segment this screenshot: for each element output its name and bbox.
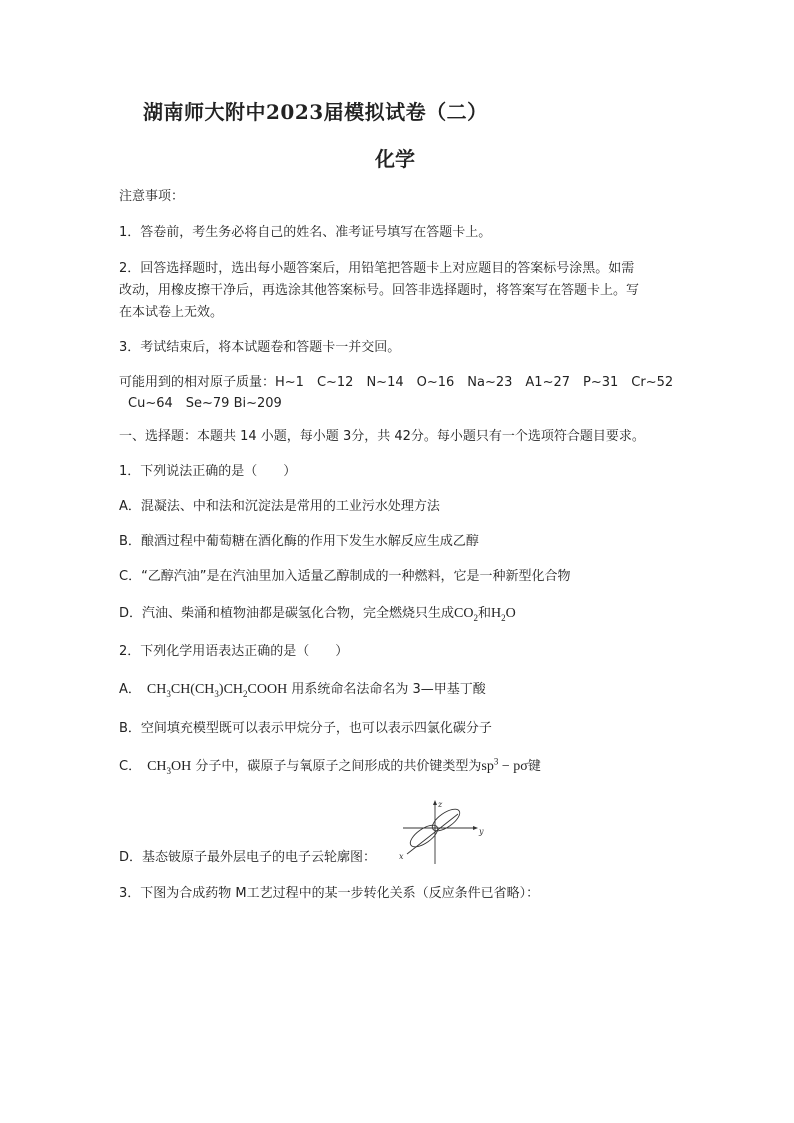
notice-item-2: 2．回答选择题时，选出每小题答案后，用铅笔把答题卡上对应题目的答案标号涂黑。如需: [119, 261, 635, 276]
q2-stem: 2．下列化学用语表达正确的是（ ）: [119, 644, 349, 659]
atomic-mass-line-1: 可能用到的相对原子质量：H~1 C~12 N~14 O~16 Na~23 A1~27 P~31 Cr~52: [119, 375, 674, 390]
x-axis-label: x: [399, 852, 404, 861]
notice-item-2-cont: 改动，用橡皮擦干净后，再选涂其他答案标号。回答非选择题时，将答案写在答题卡上。写: [119, 283, 640, 298]
notice-item-1: 1．答卷前，考生务必将自己的姓名、准考证号填写在答题卡上。: [119, 225, 492, 240]
q1-option-c: C．“乙醇汽油”是在汽油里加入适量乙醇制成的一种燃料，它是一种新型化合物: [119, 569, 571, 584]
atomic-mass-line-2: Cu~64 Se~79 Bi~209: [128, 396, 282, 411]
q2-c-text: 分子中，碳原子与氧原子之间形成的共价键类型为: [195, 759, 482, 774]
q1-option-a: A．混凝法、中和法和沉淀法是常用的工业污水处理方法: [119, 499, 440, 514]
q2-option-d: D．基态铍原子最外层电子的电子云轮廓图：: [119, 850, 377, 865]
methylbutanoic-formula: $CH_3CH(CH_3)CH_2COOH$: [146, 682, 288, 699]
orbital-lobe-upper: [429, 805, 463, 835]
p-orbital-diagram: [398, 798, 488, 866]
z-axis-label: z: [438, 800, 443, 809]
notice-item-3: 3．考试结束后，将本试题卷和答题卡一并交回。: [119, 340, 401, 355]
y-axis-label: y: [479, 827, 484, 836]
q2-option-b: B．空间填充模型既可以表示甲烷分子，也可以表示四氯化碳分子: [119, 721, 492, 736]
q2-c-end: 键: [527, 759, 541, 774]
q1-option-d: [119, 604, 516, 624]
q1-stem: 1．下列说法正确的是（ ）: [119, 464, 297, 479]
q2-option-c: [119, 757, 541, 777]
exam-title: 湖南师大附中2023届模拟试卷（二）: [143, 100, 488, 124]
q2-a-text: 用系统命名法命名为 3—甲基丁酸: [291, 682, 486, 697]
subject-title: 化学: [375, 147, 415, 171]
q2-a-label: A．: [119, 682, 141, 697]
co2-formula: $CO_2$: [454, 606, 478, 623]
section-heading: 一、选择题：本题共 14 小题，每小题 3分，共 42分。每小题只有一个选项符合题目要求。: [119, 429, 645, 444]
q1-option-b: B．酿酒过程中葡萄糖在酒化酶的作用下发生水解反应生成乙醇: [119, 534, 479, 549]
sp3-label: $sp^3 - p\sigma$: [481, 756, 528, 774]
methanol-formula: $CH_3OH$: [147, 759, 192, 776]
notice-heading: 注意事项：: [119, 189, 185, 204]
x-axis-line: [407, 814, 458, 854]
notice-item-2-end: 在本试卷上无效。: [119, 305, 224, 320]
q2-option-a: [119, 680, 486, 700]
q1-d-text: D．汽油、柴涌和植物油都是碳氢化合物，完全燃烧只生成: [119, 606, 455, 621]
q2-c-label: C．: [119, 759, 142, 774]
orbital-lobe-lower: [407, 821, 441, 851]
q3-stem: 3．下图为合成药物 M工艺过程中的某一步转化关系（反应条件已省略）：: [119, 886, 540, 901]
q1-d-and: 和: [477, 606, 491, 621]
h2o-formula: $H_2O$: [490, 606, 516, 623]
